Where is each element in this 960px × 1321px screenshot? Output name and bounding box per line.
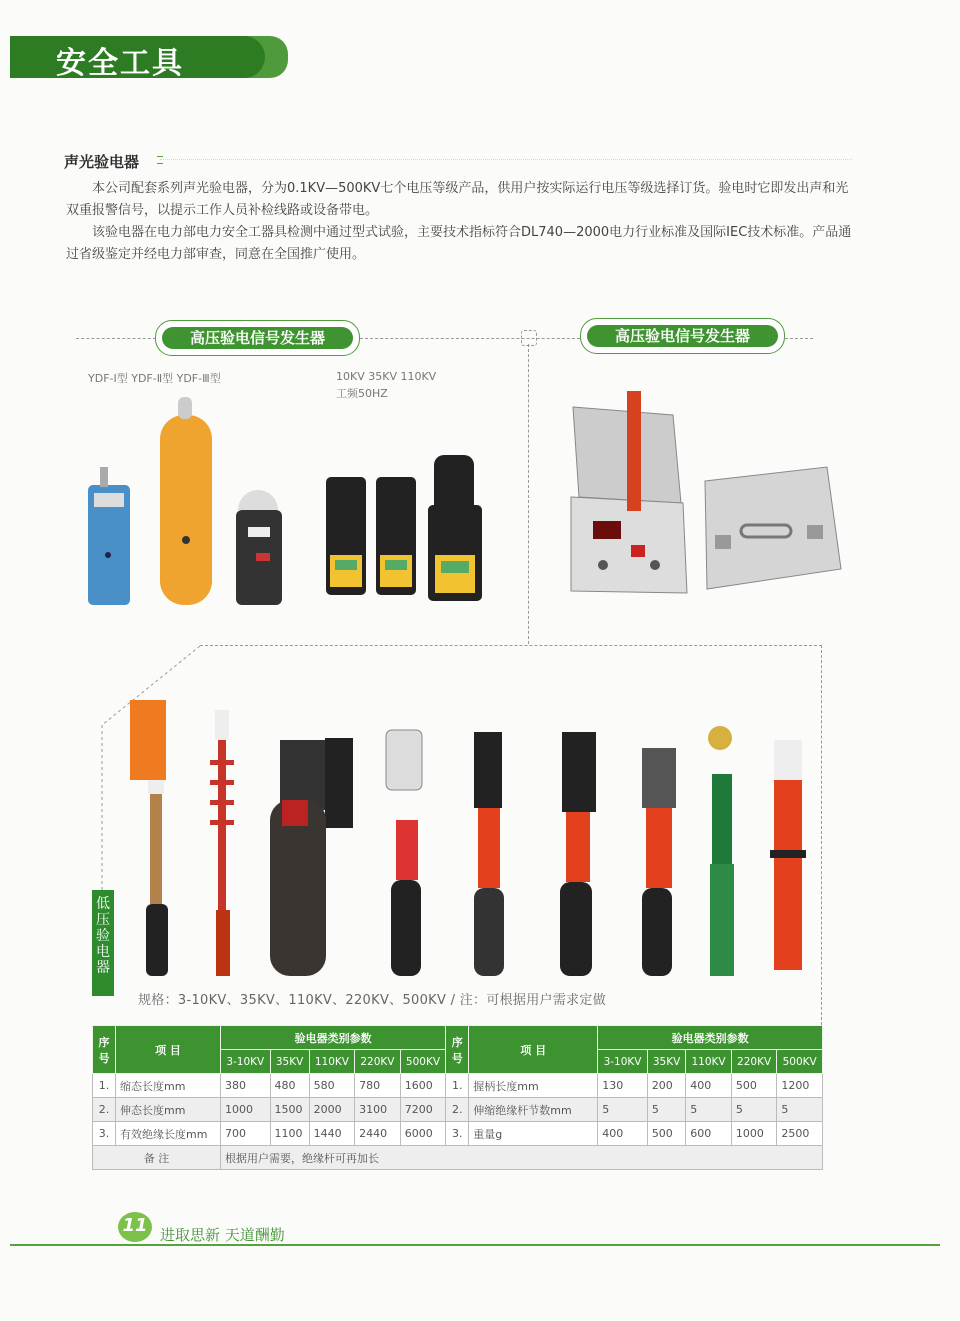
col-header: 220KV	[355, 1050, 401, 1074]
divider	[200, 645, 822, 646]
heading-marker-icon	[157, 156, 163, 164]
group-header: 验电器类别参数	[221, 1026, 446, 1050]
section-heading: 声光验电器	[64, 153, 140, 171]
table-row: 1. 缩态长度mm 380 480 580 780 1600 1. 握柄长度mm 130 200 400 500 1200	[93, 1074, 823, 1098]
table-row: 2. 伸态长度mm 1000 1500 2000 3100 7200 2. 伸缩绝缘杆节数mm 5 5 5 5 5	[93, 1098, 823, 1122]
col-header: 110KV	[686, 1050, 732, 1074]
connector-node-icon	[521, 330, 537, 346]
divider	[528, 344, 529, 644]
generator-products-image	[80, 395, 520, 615]
item-header: 项 目	[469, 1026, 598, 1074]
seq-header: 序号	[93, 1026, 116, 1074]
divider	[785, 338, 813, 339]
intro-paragraph-2: 该验电器在电力部电力安全工器具检测中通过型式试验，主要技术指标符合DL740—2000电力行业标准及国际IEC技术标准。产品通过省级鉴定并经电力部审查，同意在全国推广使用。	[66, 225, 852, 262]
heading-rule	[160, 159, 852, 160]
footer-slogan: 进取思新 天道酬勤	[160, 1226, 285, 1244]
page-number: 11	[122, 1215, 148, 1236]
page-title: 安全工具	[56, 46, 184, 81]
divider	[821, 645, 822, 1025]
generator-voltages: 10KV 35KV 110KV	[336, 370, 437, 383]
table-row: 备 注 根据用户需要，绝缘杆可再加长	[93, 1146, 823, 1170]
tester-products-image	[120, 690, 820, 985]
divider	[360, 338, 580, 339]
item-header: 项 目	[116, 1026, 221, 1074]
table-row: 3. 有效绝缘长度mm 700 1100 1440 2440 6000 3. 重量g 400 500 600 1000 2500	[93, 1122, 823, 1146]
col-header: 220KV	[731, 1050, 777, 1074]
intro-paragraph-1: 本公司配套系列声光验电器，分为0.1KV—500KV七个电压等级产品，供用户按实际运行电压等级选择订货。验电时它即发出声和光双重报警信号，以提示工作人员补检线路或设备带电。	[66, 181, 849, 218]
divider	[76, 338, 156, 339]
col-header: 110KV	[309, 1050, 355, 1074]
col-header: 500KV	[400, 1050, 446, 1074]
col-header: 3-10KV	[598, 1050, 648, 1074]
footer-rule	[10, 1244, 940, 1246]
low-voltage-label: 低压验电器	[92, 890, 114, 996]
col-header: 35KV	[270, 1050, 309, 1074]
generator-models: YDF-Ⅰ型 YDF-Ⅱ型 YDF-Ⅲ型	[88, 372, 221, 385]
col-header: 3-10KV	[221, 1050, 271, 1074]
col-header: 35KV	[647, 1050, 685, 1074]
generator-frequency: 工频50HZ	[336, 387, 388, 400]
seq-header: 序号	[446, 1026, 469, 1074]
spec-line: 规格：3-10KV、35KV、110KV、220KV、500KV / 注：可根据用户需求定做	[138, 993, 607, 1008]
col-header: 500KV	[777, 1050, 823, 1074]
generator-label-left: 高压验电信号发生器	[155, 320, 360, 356]
group-header: 验电器类别参数	[598, 1026, 823, 1050]
spec-table	[92, 1025, 823, 1170]
generator-label-right: 高压验电信号发生器	[580, 318, 785, 354]
generator-case-image	[565, 385, 855, 605]
